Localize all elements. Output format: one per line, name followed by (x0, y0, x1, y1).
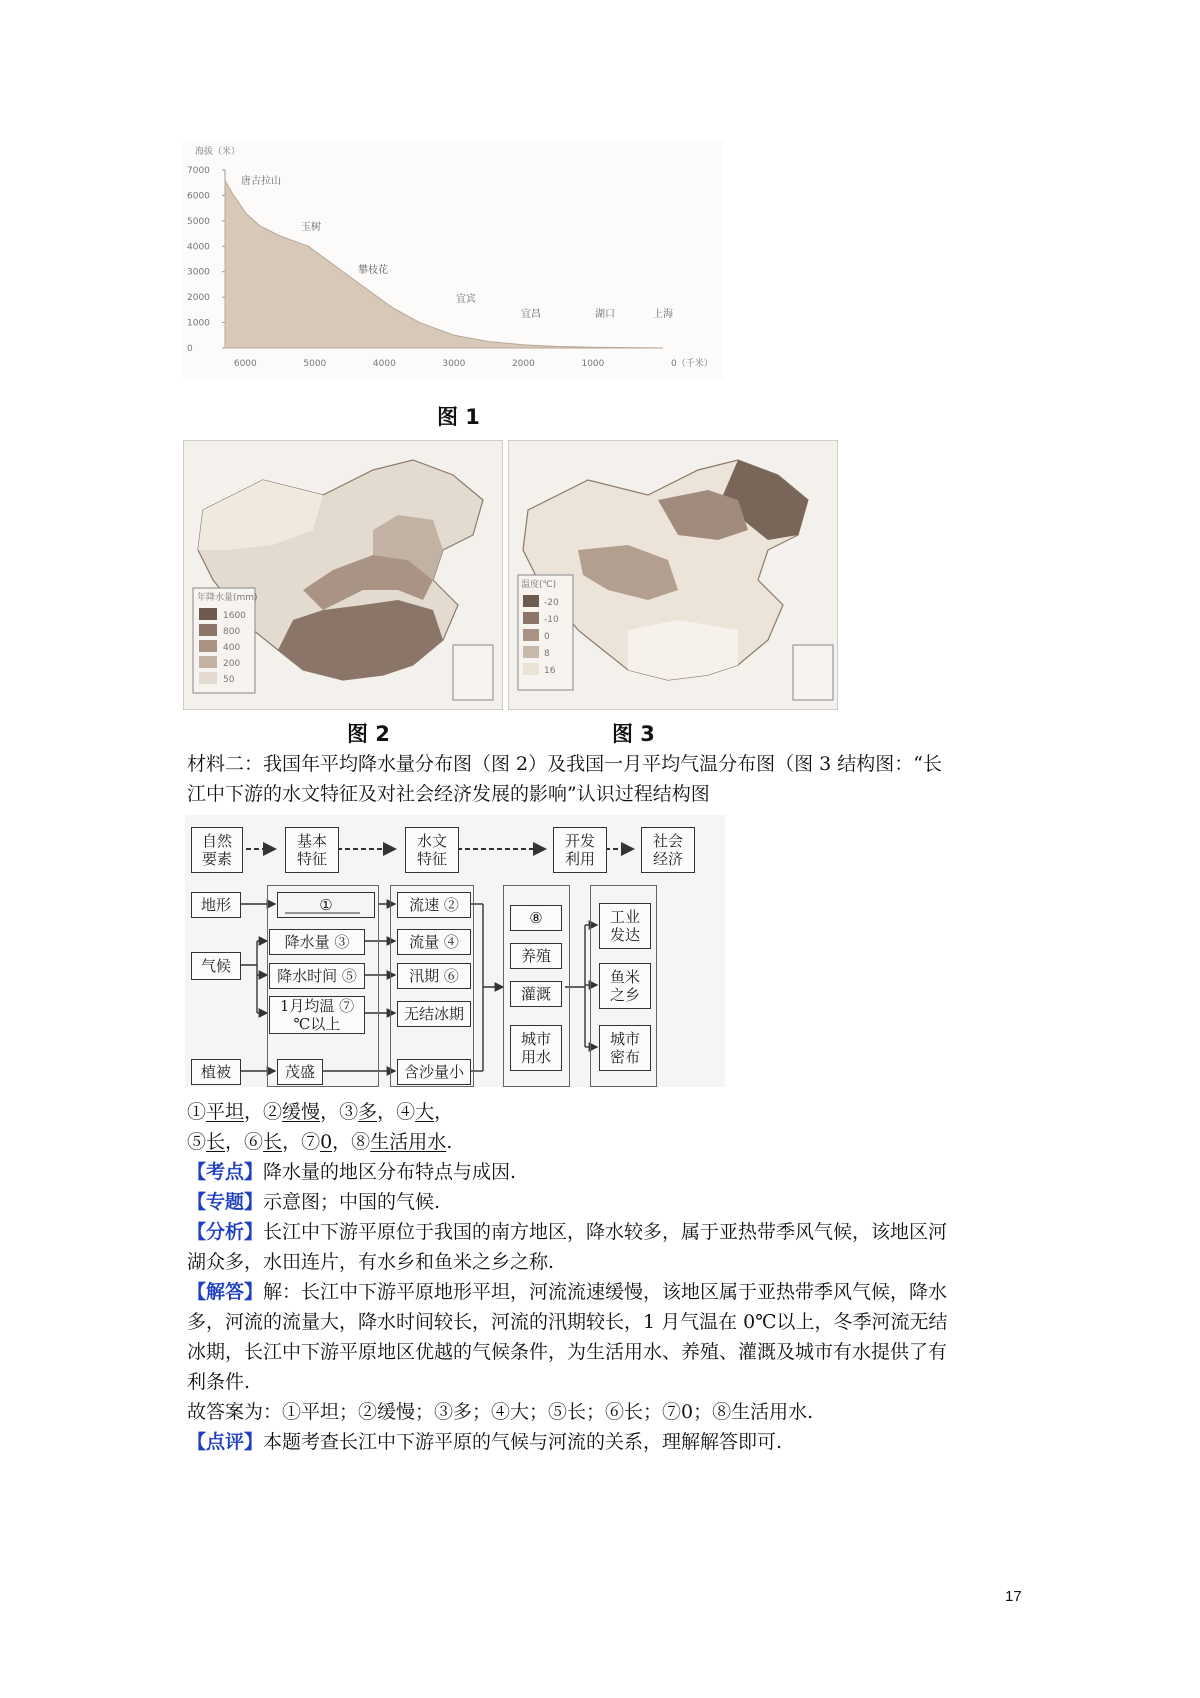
fig3-legend-5: 16 (544, 666, 556, 676)
dianping-tag: 【点评】 (187, 1431, 264, 1453)
kaodian-section (187, 1157, 516, 1187)
dianping-text: 本题考查长江中下游平原的气候与河流的关系，理解解答即可. (263, 1431, 783, 1453)
zhuanti-text: 示意图；中国的气候. (263, 1191, 441, 1213)
basic-item-3: 降水时间 ⑤ (269, 963, 365, 989)
fig2-legend-title: 年降水量(mm) (197, 593, 258, 603)
place-tanggula: 唐古拉山 (241, 176, 281, 187)
jieda-line2: 多，河流的流量大，降水时间较长，河流的汛期较长，1 月气温在 0℃以上，冬季河流无结 (187, 1311, 948, 1333)
socio-item-3: 城市 密布 (599, 1025, 651, 1071)
zhuanti-section (187, 1187, 440, 1217)
ans-7: 0 (320, 1131, 333, 1153)
x-axis-end: 0（千米） (671, 359, 713, 369)
develop-item-2: 养殖 (510, 943, 562, 969)
ans-sep-5: ，⑥ (225, 1131, 264, 1153)
structure-flowchart (185, 815, 725, 1087)
kaodian-tag: 【考点】 (187, 1161, 264, 1183)
final-answer: 故答案为：①平坦；②缓慢；③多；④大；⑤长；⑥长；⑦0；⑧生活用水. (187, 1401, 814, 1423)
factor-climate: 气候 (191, 952, 241, 980)
fig2-legend-1: 1600 (223, 611, 246, 621)
ans-1: 平坦 (206, 1101, 245, 1123)
y-tick-label: 6000 (187, 191, 210, 202)
hydro-item-1: 流速 ② (397, 892, 471, 918)
basic-item-2: 降水量 ③ (269, 929, 365, 955)
y-tick-label: 3000 (187, 267, 210, 278)
factor-vegetation: 植被 (191, 1059, 241, 1085)
socio-item-2: 鱼米 之乡 (599, 963, 651, 1009)
fig2-legend-3: 400 (223, 643, 241, 653)
header-basic-features: 基本 特征 (285, 827, 339, 873)
y-tick-label: 7000 (187, 166, 210, 176)
y-tick-label: 4000 (187, 242, 210, 253)
place-yichang: 宜昌 (521, 309, 541, 320)
ans-sep-2: ，③ (320, 1101, 359, 1123)
hydro-item-5: 含沙量小 (397, 1059, 471, 1085)
answer-line-2 (187, 1127, 452, 1157)
header-natural-factors: 自然 要素 (191, 827, 243, 873)
ans-8: 生活用水 (370, 1131, 447, 1153)
header-hydro-features: 水文 特征 (405, 827, 459, 873)
fig3-legend-1: -20 (544, 598, 559, 608)
figure2-precipitation-map (183, 440, 503, 710)
fenxi-line1 (187, 1217, 947, 1247)
hydro-item-2: 流量 ④ (397, 929, 471, 955)
place-yushu: 玉树 (301, 222, 321, 233)
x-tick-label: 1000 (581, 359, 605, 369)
x-tick-label: 4000 (372, 359, 396, 369)
socio-item-1: 工业 发达 (599, 903, 651, 949)
ans-5-num: ⑤ (187, 1131, 207, 1153)
figure1-profile-chart (183, 140, 723, 380)
x-tick-label: 5000 (303, 359, 327, 369)
ans-sep-3: ，④ (377, 1101, 416, 1123)
fig2-legend-4: 200 (223, 659, 241, 669)
ans-end: . (446, 1131, 453, 1153)
y-tick-label: 2000 (187, 293, 210, 304)
y-tick-label: 0 (187, 344, 193, 354)
header-socio-economy: 社会 经济 (641, 827, 695, 873)
figure3-label: 图 3 (612, 722, 655, 746)
develop-item-4: 城市 用水 (510, 1025, 562, 1071)
hydro-item-4: 无结冰期 (397, 1001, 471, 1027)
place-shanghai: 上海 (653, 309, 673, 320)
ans-3: 多 (358, 1101, 378, 1123)
jieda-line1 (187, 1277, 947, 1307)
fig2-legend-5: 50 (223, 675, 235, 685)
hydro-item-3: 汛期 ⑥ (397, 963, 471, 989)
ans-sep-6: ，⑦ (282, 1131, 321, 1153)
fig3-legend-title: 温度(℃) (521, 580, 557, 590)
dianping-section (187, 1427, 782, 1457)
basic-item-4: 1月均温 ⑦ ℃以上 (269, 996, 365, 1034)
ans-1-num: ① (187, 1101, 207, 1123)
fig3-legend-3: 0 (544, 632, 550, 642)
ans-5: 长 (206, 1131, 226, 1153)
basic-item-5: 茂盛 (277, 1059, 323, 1085)
fig3-legend-4: 8 (544, 649, 550, 659)
fenxi-text-1: 长江中下游平原位于我国的南方地区，降水较多，属于亚热带季风气候，该地区河 (263, 1221, 948, 1243)
material2-line1: 材料二：我国年平均降水量分布图（图 2）及我国一月平均气温分布图（图 3 结构图：“长 (187, 753, 943, 775)
page-number: 17 (1005, 1588, 1022, 1605)
fenxi-line2: 湖众多，水田连片，有水乡和鱼米之乡之称. (187, 1251, 555, 1273)
fig3-legend-2: -10 (544, 615, 559, 625)
fenxi-tag: 【分析】 (187, 1221, 264, 1243)
x-tick-label: 3000 (442, 359, 466, 369)
figure3-temperature-map (508, 440, 838, 710)
figure1-label: 图 1 (437, 405, 480, 429)
figure2-label: 图 2 (347, 722, 390, 746)
jieda-text-1: 解：长江中下游平原地形平坦，河流流速缓慢，该地区属于亚热带季风气候，降水 (263, 1281, 948, 1303)
y-tick-label: 1000 (187, 318, 210, 329)
y-tick-label: 5000 (187, 216, 210, 227)
ans-4: 大 (415, 1101, 435, 1123)
ans-sep-7: ，⑧ (332, 1131, 371, 1153)
jieda-line3: 冰期，长江中下游平原地区优越的气候条件，为生活用水、养殖、灌溉及城市有水提供了有 (187, 1341, 948, 1363)
header-development: 开发 利用 (553, 827, 607, 873)
ans-sep-1: ，② (244, 1101, 283, 1123)
material2-line2: 江中下游的水文特征及对社会经济发展的影响”认识过程结构图 (187, 783, 710, 805)
ans-2: 缓慢 (282, 1101, 321, 1123)
answer-line-1 (187, 1097, 453, 1127)
factor-terrain: 地形 (191, 892, 241, 918)
jieda-tag: 【解答】 (187, 1281, 264, 1303)
y-axis-title: 海拔（米） (195, 147, 241, 157)
zhuanti-tag: 【专题】 (187, 1191, 264, 1213)
basic-item-1: ① (277, 892, 375, 918)
develop-item-3: 灌溉 (510, 981, 562, 1007)
ans-sep-4: ， (434, 1101, 454, 1123)
x-tick-label: 2000 (511, 359, 535, 369)
place-hukou: 湖口 (595, 309, 615, 320)
develop-item-1: ⑧ (510, 905, 562, 931)
place-yibin: 宜宾 (456, 294, 476, 305)
ans-6: 长 (263, 1131, 283, 1153)
jieda-line4: 利条件. (187, 1371, 251, 1393)
fig2-legend-2: 800 (223, 627, 241, 637)
x-tick-label: 6000 (233, 359, 257, 369)
place-panzhihua: 攀枝花 (358, 265, 388, 276)
kaodian-text: 降水量的地区分布特点与成因. (263, 1161, 517, 1183)
